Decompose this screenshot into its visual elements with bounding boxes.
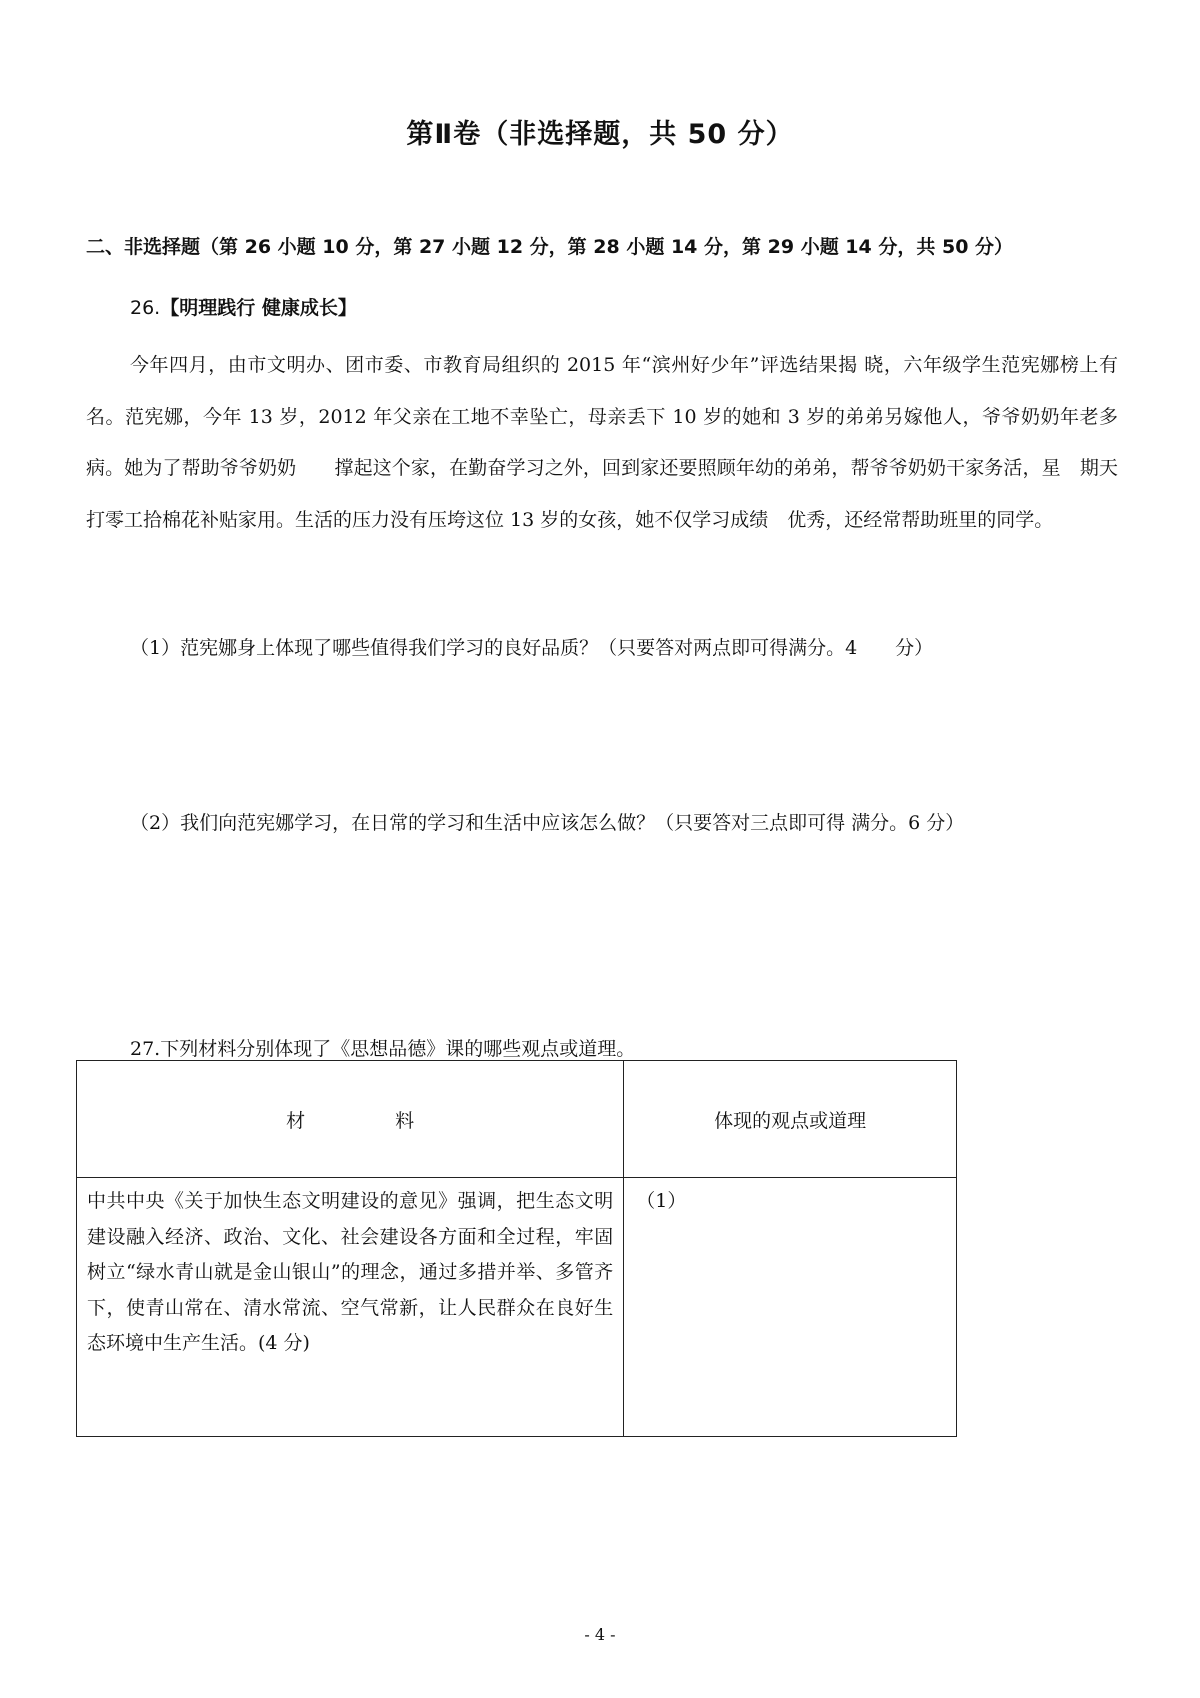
table-cell-material: 中共中央《关于加快生态文明建设的意见》强调，把生态文明建设融入经济、政治、文化、社会建设各方面和全过程，牢固树立“绿水青山就是金山银山”的理念，通过多措并举、多管齐下，使青山常在、清水常流、空气常新，让人民群众在良好生态环境中生产生活。(4 分): [77, 1178, 624, 1437]
question-26-number: 26.: [130, 297, 161, 319]
table-header-material: [77, 1061, 624, 1178]
table-header-row: [77, 1061, 957, 1178]
section-heading: 二、非选择题（第 26 小题 10 分，第 27 小题 12 分，第 28 小题 14 分，第 29 小题 14 分，共 50 分）: [86, 236, 1014, 258]
question-26-theme: 【明理践行 健康成长】: [160, 297, 357, 319]
question-27-table: [76, 1060, 957, 1437]
page-title: 第Ⅱ卷（非选择题，共 50 分）: [406, 119, 794, 150]
question-26-passage: 今年四月，由市文明办、团市委、市教育局组织的 2015 年“滨州好少年”评选结果揭 晓，六年级学生范宪娜榜上有名。范宪娜，今年 13 岁，2012 年父亲在工地不幸坠亡，母亲丢下 10 岁的她和 3 岁的弟弟另嫁他人，爷爷奶奶年老多病。她为了帮助爷爷奶奶 撑起这个家，在勤奋学习之外，回到家还要照顾年幼的弟弟，帮爷爷奶奶干家务活，星 期天打零工拾棉花补贴家用。生活的压力没有压垮这位 13 岁的女孩，她不仅学习成绩 优秀，还经常帮助班里的同学。: [86, 354, 1118, 531]
page-number: - 4 -: [584, 1625, 616, 1644]
question-26-title: [130, 293, 357, 320]
header-material-char-2: 料: [395, 1109, 415, 1132]
question-26-sub-2: （2）我们向范宪娜学习，在日常的学习和生活中应该怎么做？（只要答对三点即可得 满分。6 分）: [130, 812, 965, 834]
table-row: [77, 1178, 957, 1437]
header-material-char-1: 材: [286, 1109, 306, 1132]
question-26-sub-1: （1）范宪娜身上体现了哪些值得我们学习的良好品质？（只要答对两点即可得满分。4 分）: [130, 637, 934, 659]
table-cell-answer[interactable]: （1）: [624, 1178, 957, 1437]
question-27-prompt: 27.下列材料分别体现了《思想品德》课的哪些观点或道理。: [130, 1038, 636, 1060]
table-header-view: 体现的观点或道理: [624, 1061, 957, 1178]
